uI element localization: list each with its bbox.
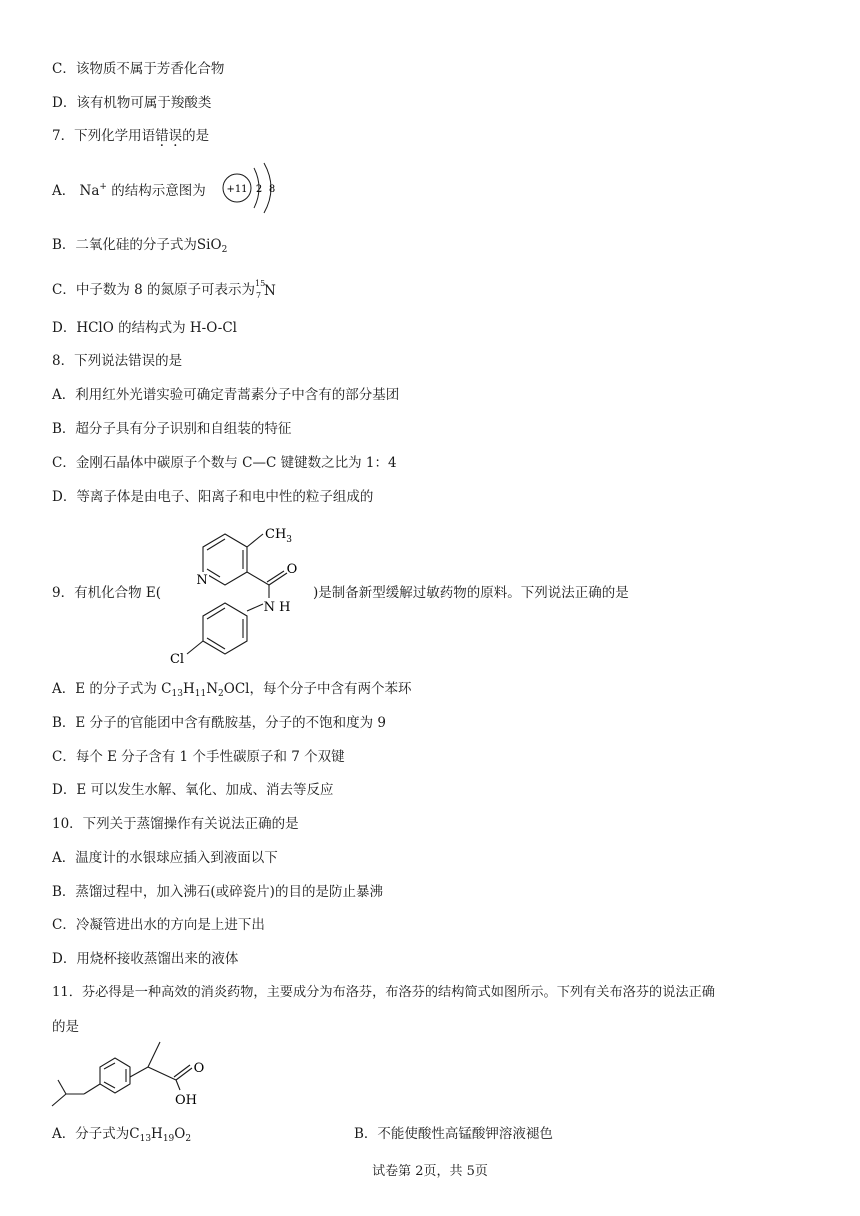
formula-subscript: 19 [162, 1134, 175, 1144]
atomic-number: 7 [256, 290, 262, 300]
q8-option-d: D．等离子体是由电子、阳离子和电中性的粒子组成的 [52, 489, 374, 505]
formula: SiO [196, 237, 222, 253]
q7-option-b-text: B．二氧化硅的分子式为 [52, 237, 197, 253]
formula-element: H [182, 681, 195, 697]
formula-subscript: 2 [218, 689, 224, 699]
carbonyl-oxygen-label: O [193, 1061, 205, 1076]
q9-option-b: B．E 分子的官能团中含有酰胺基，分子的不饱和度为 9 [52, 715, 386, 731]
ibuprofen-structure [48, 1038, 218, 1110]
q9-option-a-text: OCl，每个分子中含有两个苯环 [223, 681, 412, 697]
formula-element: N [206, 681, 219, 697]
q10-option-b: B．蒸馏过程中，加入沸石(或碎瓷片)的目的是防止暴沸 [52, 884, 383, 900]
element-symbol: N [264, 282, 276, 299]
q8-option-b: B．超分子具有分子识别和自组装的特征 [52, 421, 292, 437]
formula-element: H [151, 1126, 163, 1142]
formula-subscript: 2 [221, 245, 228, 255]
shell-2-electrons: 8 [268, 184, 276, 195]
sodium-ion: Na [79, 183, 100, 199]
q7-option-b [52, 236, 227, 259]
chlorine-label: Cl [169, 652, 185, 667]
q7-option-c [52, 278, 276, 300]
q9-option-a [52, 680, 411, 703]
q9-option-a-text: A．E 的分子式为 C [52, 681, 172, 697]
q11-option-b: B．不能使酸性高锰酸钾溶液褪色 [354, 1126, 553, 1142]
q11-stem-line1: 11．芬必得是一种高效的消炎药物，主要成分为布洛芬，布洛芬的结构简式如图所示。下列有关布洛芬的说法正确 [52, 985, 715, 1000]
option-label: A． [52, 183, 76, 199]
nucleus-charge: +11 [226, 184, 248, 195]
compound-e-structure [165, 516, 313, 668]
q9-option-c: C．每个 E 分子含有 1 个手性碳原子和 7 个双键 [52, 749, 345, 765]
mass-number: 15 [255, 278, 266, 288]
nuclide-symbol [255, 278, 276, 300]
carbonyl-oxygen-label: O [286, 562, 298, 577]
q7-stem-text: 的是 [182, 128, 210, 144]
q8-stem: 8．下列说法错误的是 [52, 353, 183, 369]
q7-stem [52, 127, 209, 145]
q7-option-d: D．HClO 的结构式为 H-O-Cl [52, 320, 237, 336]
q10-option-c: C．冷凝管进出水的方向是上进下出 [52, 917, 265, 933]
ring-nitrogen-label: N [196, 573, 208, 588]
formula-subscript: 13 [139, 1134, 152, 1144]
q11-option-a [52, 1125, 191, 1148]
q9-option-d: D．E 可以发生水解、氧化、加成、消去等反应 [52, 782, 334, 798]
q8-option-c: C．金刚石晶体中碳原子个数与 C—C 键键数之比为 1：4 [52, 455, 397, 471]
q9-stem-suffix: )是制备新型缓解过敏药物的原料。下列说法正确的是 [313, 585, 629, 601]
formula-element: O [174, 1126, 186, 1142]
q11-option-a-text: A．分子式为 [52, 1126, 130, 1142]
q7-option-c-text: C．中子数为 8 的氮原子可表示为 [52, 282, 256, 298]
formula-subscript: 13 [171, 689, 183, 699]
ion-charge: + [99, 182, 107, 192]
sodium-ion-structure-diagram [218, 162, 288, 218]
q7-option-a [52, 178, 206, 200]
shell-1-electrons: 2 [255, 184, 263, 195]
q6-option-c: C．该物质不属于芳香化合物 [52, 61, 225, 77]
formula-subscript: 2 [185, 1134, 192, 1144]
q10-option-d: D．用烧杯接收蒸馏出来的液体 [52, 951, 239, 967]
page-footer: 试卷第 2页，共 5页 [372, 1164, 488, 1179]
q7-option-a-text: 的结构示意图为 [106, 183, 206, 199]
q11-stem-line2: 的是 [52, 1019, 79, 1035]
q8-option-a: A．利用红外光谱实验可确定青蒿素分子中含有的部分基团 [52, 387, 400, 403]
amide-nh-label: N H [263, 600, 291, 615]
q9-stem-prefix: 9．有机化合物 E( [52, 585, 162, 601]
q10-stem: 10．下列关于蒸馏操作有关说法正确的是 [52, 816, 299, 832]
q7-emphasis-char: 错 [155, 128, 169, 144]
formula-element: C [129, 1126, 140, 1142]
hydroxyl-label: OH [175, 1093, 197, 1108]
formula-subscript: 11 [194, 689, 207, 699]
chlorophenyl-ring [203, 603, 247, 654]
pyridine-ring [203, 534, 247, 585]
q7-emphasis-char: 误 [168, 128, 183, 144]
q10-option-a: A．温度计的水银球应插入到液面以下 [52, 850, 278, 866]
methyl-label: $CH_3$ [265, 527, 293, 545]
q7-stem-text: 7．下列化学用语 [52, 128, 156, 144]
q6-option-d: D．该有机物可属于羧酸类 [52, 95, 212, 111]
